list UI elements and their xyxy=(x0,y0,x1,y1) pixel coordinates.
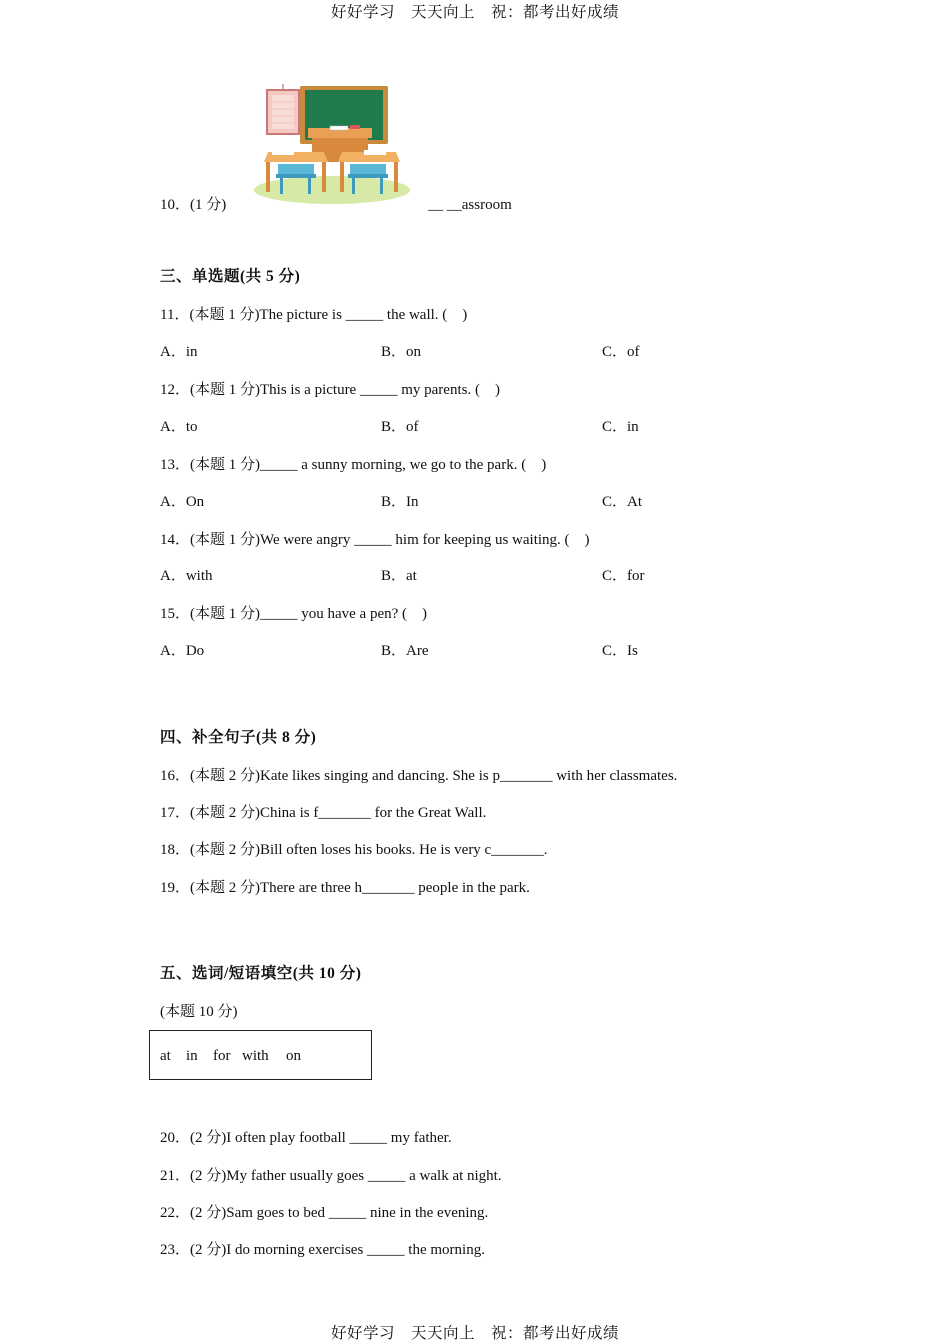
page-header: 好好学习 天天向上 祝：都考出好成绩 xyxy=(330,4,619,21)
question-15-option-b[interactable]: B．Are xyxy=(381,643,429,659)
question-15-option-c[interactable]: C．Is xyxy=(602,643,638,659)
question-14-stem: 14．(本题 1 分)We were angry _____ him for keeping us waiting. ( ) xyxy=(160,532,590,548)
question-12-option-c[interactable]: C．in xyxy=(602,419,639,435)
question-10-blank: __ __assroom xyxy=(428,197,512,213)
word-bank-item: on xyxy=(286,1048,301,1064)
question-11-option-c[interactable]: C．of xyxy=(602,344,640,360)
question-12-option-b[interactable]: B．of xyxy=(381,419,419,435)
question-21: 21．(2 分)My father usually goes _____ a walk at night. xyxy=(160,1168,502,1184)
question-19: 19．(本题 2 分)There are three h_______ people in the park. xyxy=(160,880,530,896)
section-3-title: 三、单选题(共 5 分) xyxy=(160,268,301,285)
question-13-stem: 13．(本题 1 分)_____ a sunny morning, we go to the park. ( ) xyxy=(160,457,547,473)
question-11-stem: 11．(本题 1 分)The picture is _____ the wall. ( ) xyxy=(160,307,468,323)
word-bank-item: in xyxy=(186,1048,198,1064)
question-13-option-b[interactable]: B．In xyxy=(381,494,419,510)
question-15-option-a[interactable]: A．Do xyxy=(160,643,205,659)
word-bank-box xyxy=(149,1030,372,1080)
question-11-option-a[interactable]: A．in xyxy=(160,344,198,360)
question-10-label: 10．(1 分) xyxy=(160,197,227,213)
page-footer: 好好学习 天天向上 祝：都考出好成绩 xyxy=(330,1325,619,1342)
question-20: 20．(2 分)I often play football _____ my father. xyxy=(160,1130,452,1146)
question-17: 17．(本题 2 分)China is f_______ for the Great Wall. xyxy=(160,805,487,821)
question-13-option-c[interactable]: C．At xyxy=(602,494,643,510)
classroom-illustration-icon xyxy=(252,84,420,206)
section-5-title: 五、选词/短语填空(共 10 分) xyxy=(160,965,362,982)
question-11-option-b[interactable]: B．on xyxy=(381,344,422,360)
word-bank-item: for xyxy=(213,1048,231,1064)
word-bank-item: with xyxy=(242,1048,269,1064)
question-23: 23．(2 分)I do morning exercises _____ the morning. xyxy=(160,1242,485,1258)
question-13-option-a[interactable]: A．On xyxy=(160,494,205,510)
word-bank-item: at xyxy=(160,1048,171,1064)
section-5-note: (本题 10 分) xyxy=(160,1004,238,1020)
question-14-option-a[interactable]: A．with xyxy=(160,568,213,584)
question-14-option-c[interactable]: C．for xyxy=(602,568,645,584)
question-16: 16．(本题 2 分)Kate likes singing and dancing. She is p_______ with her classmates. xyxy=(160,768,678,784)
question-12-option-a[interactable]: A．to xyxy=(160,419,198,435)
question-18: 18．(本题 2 分)Bill often loses his books. He is very c_______. xyxy=(160,842,548,858)
question-12-stem: 12．(本题 1 分)This is a picture _____ my parents. ( ) xyxy=(160,382,500,398)
question-15-stem: 15．(本题 1 分)_____ you have a pen? ( ) xyxy=(160,606,428,622)
question-14-option-b[interactable]: B．at xyxy=(381,568,417,584)
section-4-title: 四、补全句子(共 8 分) xyxy=(160,729,317,746)
question-22: 22．(2 分)Sam goes to bed _____ nine in the evening. xyxy=(160,1205,489,1221)
